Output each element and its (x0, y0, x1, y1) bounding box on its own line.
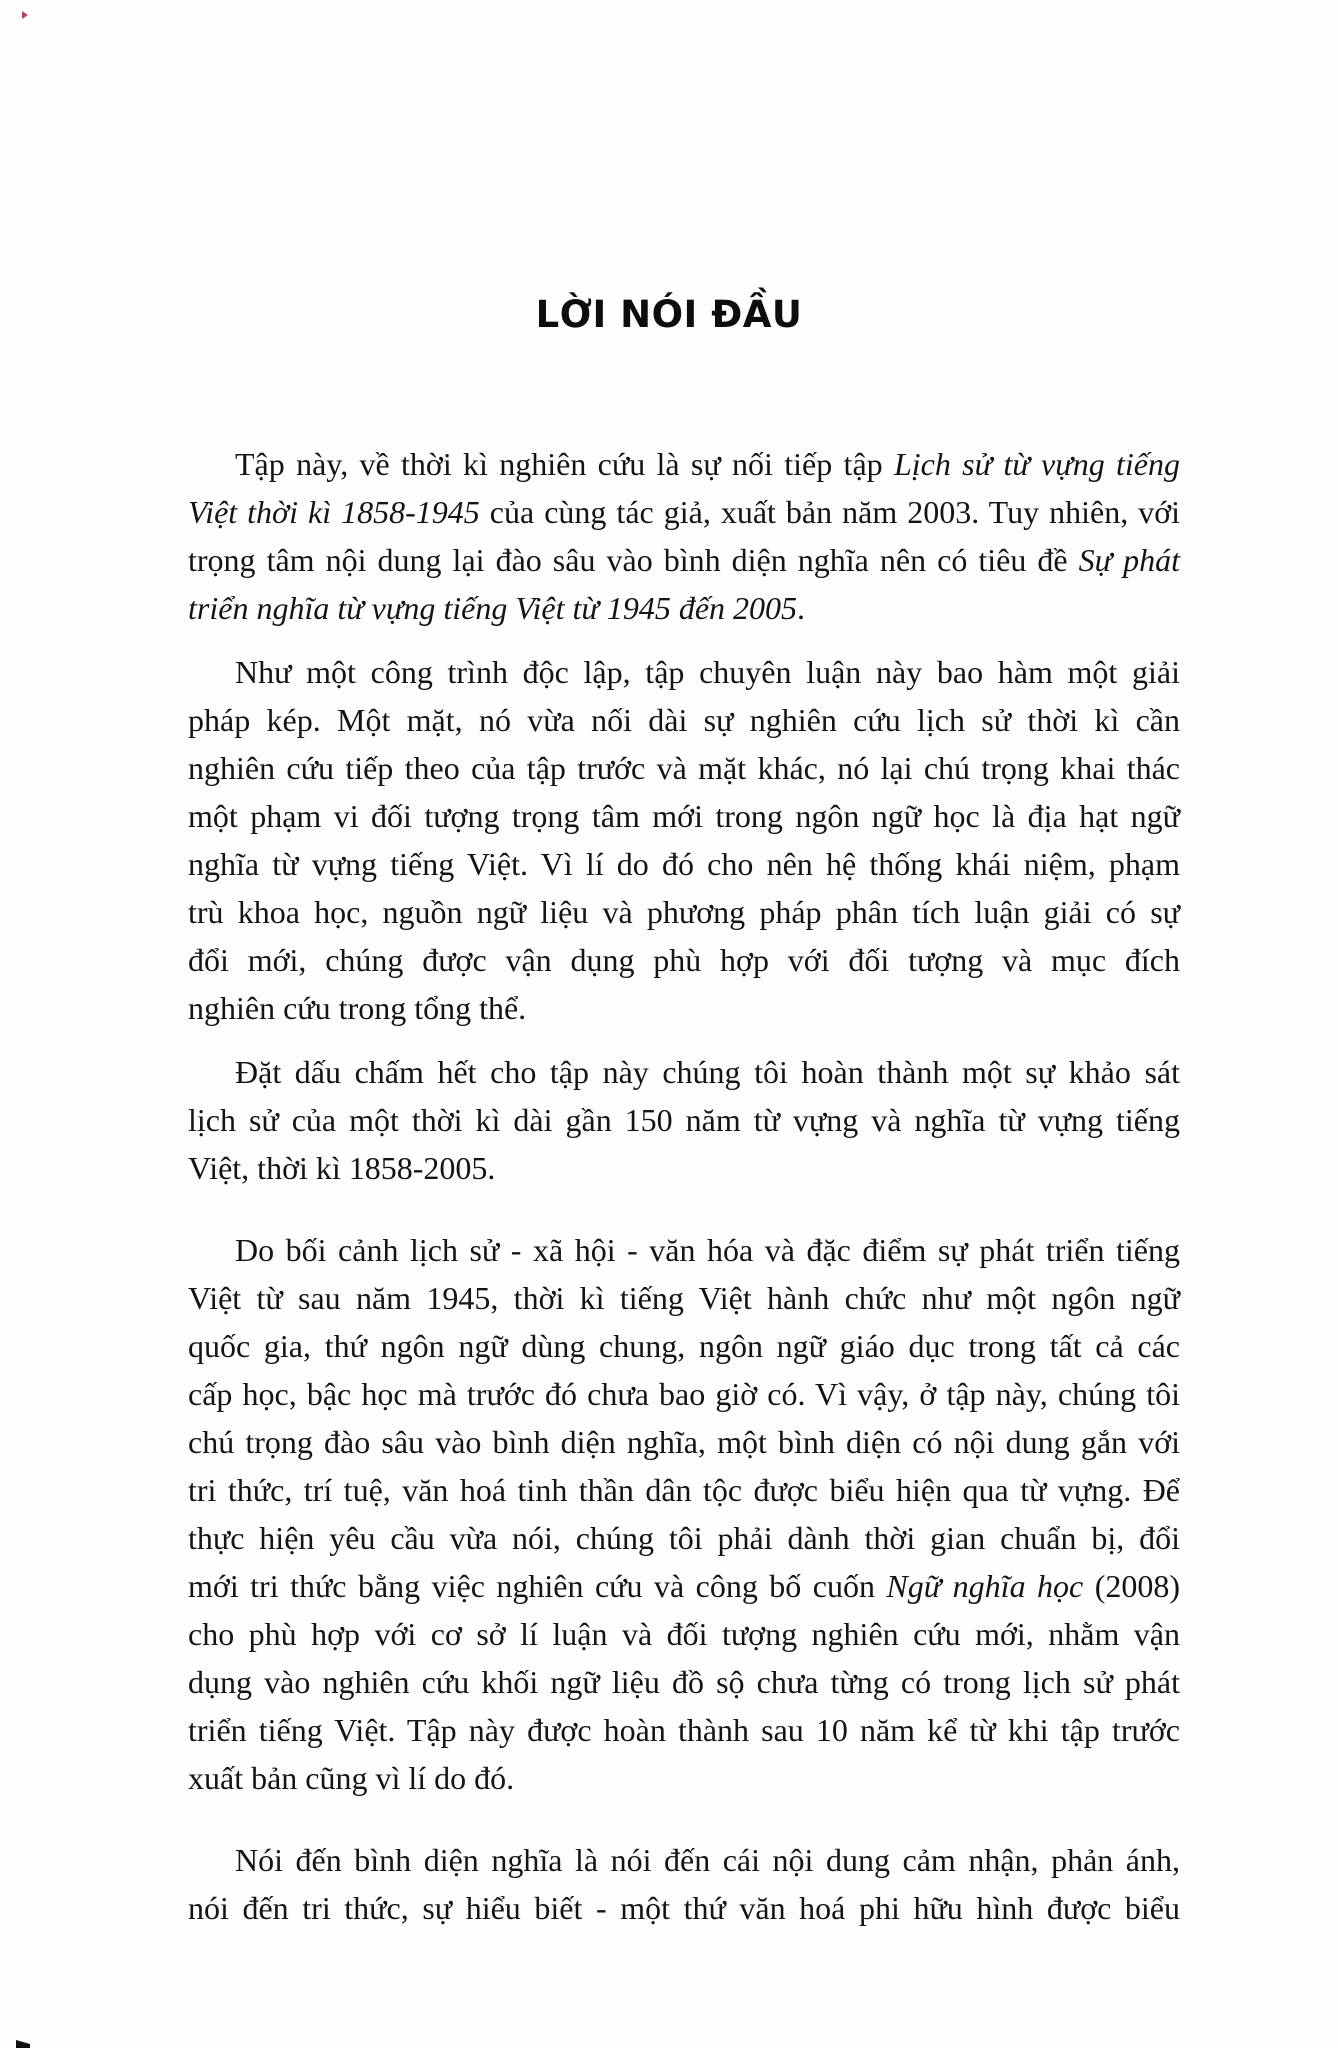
paragraph (188, 648, 1180, 1032)
line-text: xuất bản cũng vì lí do đó. (188, 1760, 515, 1796)
text-line (188, 1562, 1180, 1610)
line-text: mới tri thức bằng việc nghiên cứu và công bố cuốn (188, 1568, 887, 1604)
line-text: trù khoa học, nguồn ngữ liệu và phương pháp phân tích luận giải có sự (188, 894, 1180, 930)
line-text: . (797, 590, 806, 626)
line-text: Việt từ sau năm 1945, thời kì tiếng Việt hành chức như một ngôn ngữ (188, 1280, 1180, 1316)
line-text: triển tiếng Việt. Tập này được hoàn thành sau 10 năm kể từ khi tập trước (188, 1712, 1180, 1748)
line-text: nghiên cứu tiếp theo của tập trước và mặt khác, nó lại chú trọng khai thác (188, 750, 1180, 786)
text-line (188, 1048, 1180, 1096)
italic-title-text: Sự phát (1078, 542, 1181, 578)
italic-title-text: Việt thời kì 1858-1945 (188, 494, 480, 530)
text-line (188, 488, 1180, 536)
text-line (188, 1418, 1180, 1466)
line-text: Đặt dấu chấm hết cho tập này chúng tôi hoàn thành một sự khảo sát (235, 1054, 1180, 1090)
paragraph (188, 1226, 1180, 1802)
text-line (188, 1514, 1180, 1562)
line-text: quốc gia, thứ ngôn ngữ dùng chung, ngôn ngữ giáo dục trong tất cả các (188, 1328, 1180, 1364)
line-text: cấp học, bậc học mà trước đó chưa bao giờ có. Vì vậy, ở tập này, chúng tôi (188, 1376, 1180, 1412)
page-title: LỜI NÓI ĐẦU (535, 292, 803, 336)
text-line (188, 1274, 1180, 1322)
italic-title-text: triển nghĩa từ vựng tiếng Việt từ 1945 đến 2005 (188, 590, 798, 626)
line-text: Nói đến bình diện nghĩa là nói đến cái nội dung cảm nhận, phản ánh, (235, 1842, 1180, 1878)
line-text: cho phù hợp với cơ sở lí luận và đối tượng nghiên cứu mới, nhằm vận (188, 1616, 1180, 1652)
paragraph (188, 1836, 1180, 1932)
page-corner-mark (22, 11, 28, 19)
text-line (188, 840, 1180, 888)
line-text: đổi mới, chúng được vận dụng phù hợp với đối tượng và mục đích (188, 942, 1180, 978)
text-line (188, 1466, 1180, 1514)
line-text: (2008) (1083, 1568, 1181, 1604)
text-line (188, 936, 1180, 984)
text-line (188, 744, 1180, 792)
line-text: thực hiện yêu cầu vừa nói, chúng tôi phải dành thời gian chuẩn bị, đổi (188, 1520, 1180, 1556)
line-text: nghiên cứu trong tổng thể. (188, 990, 527, 1026)
page-corner-mark-bottom (16, 2040, 30, 2048)
text-line (188, 584, 1180, 632)
line-text: tri thức, trí tuệ, văn hoá tinh thần dân tộc được biểu hiện qua từ vựng. Để (188, 1472, 1180, 1508)
text-line (188, 440, 1180, 488)
text-line (188, 1226, 1180, 1274)
line-text: của cùng tác giả, xuất bản năm 2003. Tuy nhiên, với (479, 494, 1181, 530)
text-line (188, 1706, 1180, 1754)
text-line (188, 1322, 1180, 1370)
text-line (188, 536, 1180, 584)
italic-title-text: Ngữ nghĩa học (886, 1568, 1084, 1604)
line-text: pháp kép. Một mặt, nó vừa nối dài sự nghiên cứu lịch sử thời kì cần (188, 702, 1180, 738)
line-text: chú trọng đào sâu vào bình diện nghĩa, một bình diện có nội dung gắn với (188, 1424, 1180, 1460)
italic-title-text: Lịch sử từ vựng tiếng (893, 446, 1181, 482)
paragraph (188, 1048, 1180, 1192)
text-line (188, 1658, 1180, 1706)
line-text: trọng tâm nội dung lại đào sâu vào bình diện nghĩa nên có tiêu đề (188, 542, 1079, 578)
text-line (188, 648, 1180, 696)
text-line (188, 696, 1180, 744)
text-line (188, 792, 1180, 840)
line-text: Như một công trình độc lập, tập chuyên luận này bao hàm một giải (235, 654, 1180, 690)
line-text: nói đến tri thức, sự hiểu biết - một thứ văn hoá phi hữu hình được biểu (188, 1890, 1180, 1926)
text-line (188, 1836, 1180, 1884)
line-text: một phạm vi đối tượng trọng tâm mới trong ngôn ngữ học là địa hạt ngữ (188, 798, 1180, 834)
line-text: dụng vào nghiên cứu khối ngữ liệu đồ sộ chưa từng có trong lịch sử phát (188, 1664, 1180, 1700)
text-line (188, 888, 1180, 936)
text-line (188, 1884, 1180, 1932)
line-text: Tập này, về thời kì nghiên cứu là sự nối tiếp tập (235, 446, 894, 482)
text-line (188, 1610, 1180, 1658)
line-text: lịch sử của một thời kì dài gần 150 năm từ vựng và nghĩa từ vựng tiếng (188, 1102, 1180, 1138)
paragraph (188, 440, 1180, 632)
text-line (188, 1754, 1180, 1802)
preface-body (188, 440, 1180, 1932)
line-text: nghĩa từ vựng tiếng Việt. Vì lí do đó cho nên hệ thống khái niệm, phạm (188, 846, 1180, 882)
text-line (188, 1096, 1180, 1144)
text-line (188, 984, 1180, 1032)
text-line (188, 1144, 1180, 1192)
text-line (188, 1370, 1180, 1418)
line-text: Việt, thời kì 1858-2005. (188, 1150, 496, 1186)
line-text: Do bối cảnh lịch sử - xã hội - văn hóa và đặc điểm sự phát triển tiếng (235, 1232, 1180, 1268)
